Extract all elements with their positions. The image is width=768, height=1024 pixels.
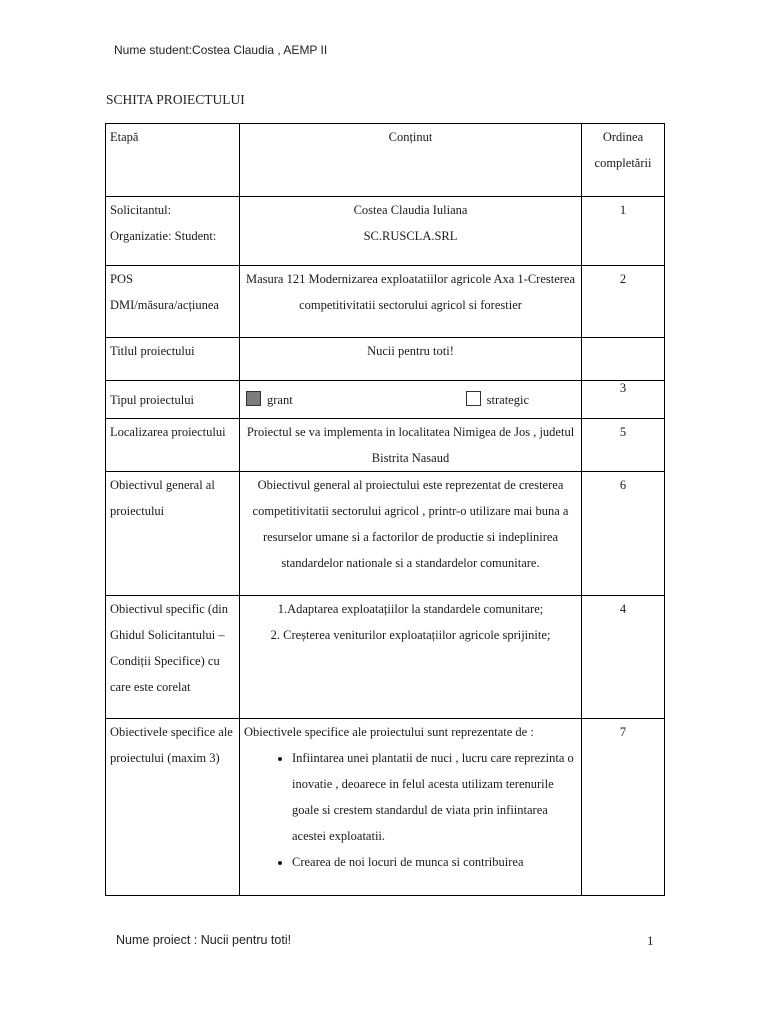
objectives-intro: Obiectivele specifice ale proiectului sunt reprezentate de : <box>244 725 534 739</box>
row-content <box>240 719 582 896</box>
header-ordinea: Ordinea completării <box>582 124 665 197</box>
header-etapa: Etapă <box>106 124 240 197</box>
row-label: Titlul proiectului <box>106 338 240 381</box>
table-row <box>106 472 665 596</box>
row-label: Obiectivele specifice ale proiectului (maxim 3) <box>106 719 240 896</box>
row-content: Masura 121 Modernizarea exploatatiilor agricole Axa 1-Cresterea competitivitatii sectorului agricol si forestier <box>240 266 582 338</box>
organizatie-name: SC.RUSCLA.SRL <box>363 229 458 243</box>
table-row <box>106 596 665 719</box>
table-header-row <box>106 124 665 197</box>
row-content <box>240 596 582 719</box>
footer-project-name: Nume proiect : Nucii pentru toti! <box>116 933 292 947</box>
row-content: Nucii pentru toti! <box>240 338 582 381</box>
row-order: 4 <box>582 596 665 719</box>
table-row <box>106 419 665 472</box>
row-content <box>240 197 582 266</box>
document-title: SCHITA PROIECTULUI <box>106 92 245 107</box>
specific-objective-1: 1.Adaptarea exploatațiilor la standardele comunitare; <box>277 602 544 616</box>
row-order: 6 <box>582 472 665 596</box>
list-item: • Crearea de noi locuri de munca si contribuirea <box>292 849 577 875</box>
option-strategic[interactable] <box>466 387 529 413</box>
objectives-list <box>244 745 577 875</box>
row-label: Solicitantul: Organizatie: Student: <box>106 197 240 266</box>
table-row <box>106 197 665 266</box>
row-order: 3 <box>582 381 665 419</box>
student-header: Nume student:Costea Claudia , AEMP II <box>114 43 328 57</box>
row-label: Tipul proiectului <box>106 381 240 419</box>
row-order: 7 <box>582 719 665 896</box>
grant-checkbox[interactable] <box>246 391 261 406</box>
solicitant-name: Costea Claudia Iuliana <box>353 203 468 217</box>
row-content: Proiectul se va implementa in localitatea Nimigea de Jos , judetul Bistrita Nasaud <box>240 419 582 472</box>
project-sketch-table <box>105 123 665 896</box>
header-continut: Conținut <box>240 124 582 197</box>
row-label: Obiectivul specific (din Ghidul Solicitantului – Condiții Specifice) cu care este corelat <box>106 596 240 719</box>
row-order: 2 <box>582 266 665 338</box>
table-row <box>106 338 665 381</box>
table-row <box>106 266 665 338</box>
grant-label: grant <box>267 392 293 407</box>
table-row <box>106 381 665 419</box>
specific-objective-2: 2. Creșterea veniturilor exploatațiilor agricole sprijinite; <box>270 628 551 642</box>
row-label: Localizarea proiectului <box>106 419 240 472</box>
list-item: • Infiintarea unei plantatii de nuci , lucru care reprezinta o inovatie , deoarece in felul acesta utilizam terenurile goale si crestem standardul de viata prin infiintarea acestei exploatatii. <box>292 745 577 849</box>
strategic-checkbox[interactable] <box>466 391 481 406</box>
page-number: 1 <box>647 933 654 948</box>
row-order: 5 <box>582 419 665 472</box>
row-content <box>240 381 582 419</box>
option-grant[interactable] <box>246 387 293 413</box>
row-label: Obiectivul general al proiectului <box>106 472 240 596</box>
table-row <box>106 719 665 896</box>
row-order: 1 <box>582 197 665 266</box>
row-content: Obiectivul general al proiectului este reprezentat de cresterea competitivitatii sectorului agricol , printr-o utilizare mai buna a resurselor umane si a factorilor de productie si indeplinirea standardelor nationale si a standardelor comunitare. <box>240 472 582 596</box>
strategic-label: strategic <box>486 392 529 407</box>
row-label: POS DMI/măsura/acțiunea <box>106 266 240 338</box>
row-order <box>582 338 665 381</box>
